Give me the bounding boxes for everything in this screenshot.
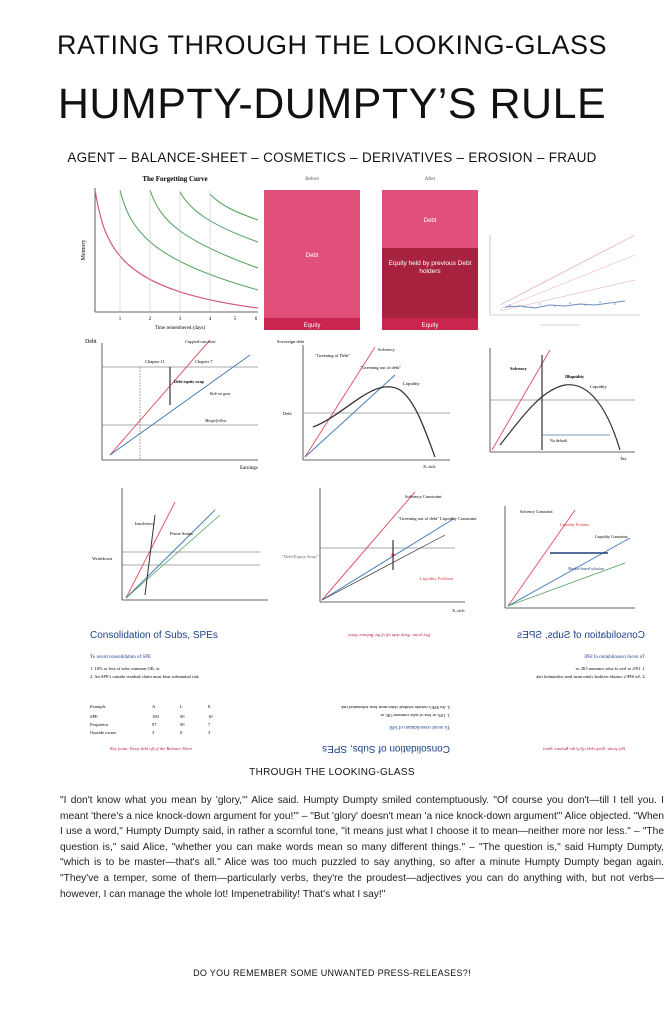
chart-e-label-problem: Liquidity Problem xyxy=(420,576,454,581)
balance-sheet-after xyxy=(380,172,480,332)
chart-a-label-swap: Debt-equity swap xyxy=(174,379,204,384)
market-solution-chart xyxy=(480,498,640,618)
mirror-key-right: Key point: Keep debt off of the Balance Sheet xyxy=(543,746,625,751)
svg-text:90: 90 xyxy=(180,714,185,719)
chart-e-label-xrich: X–rich xyxy=(452,608,465,613)
chart-e-label-greening: "Greening out of debt" xyxy=(398,516,440,521)
chart-b-label-xrich: X–rich xyxy=(423,464,436,469)
chart-b-label-debt: Debt xyxy=(283,411,292,416)
tick-1: 1 xyxy=(118,317,122,322)
solvency-illiquidity-chart xyxy=(470,340,640,465)
cover-title-main: HUMPTY-DUMPTY’S RULE xyxy=(57,80,607,128)
consolidation-block xyxy=(80,622,650,762)
chart-c-label-tax: Tax xyxy=(620,456,627,461)
chart-f-label-solvency: Solvency Constraint xyxy=(520,509,553,514)
section-title: THROUGH THE LOOKING-GLASS xyxy=(249,767,415,778)
forgetting-curve-ylabel: Memory xyxy=(81,239,87,261)
chart-c-label-solvency: Solvency xyxy=(510,366,528,371)
chart-a-label-bolt: Bolt-on gear xyxy=(210,391,231,396)
sovereign-debt-chart xyxy=(275,335,455,475)
svg-text:10: 10 xyxy=(208,714,213,719)
svg-text:SPE: SPE xyxy=(90,714,98,719)
cover-title-top: RATING THROUGH THE LOOKING-GLASS xyxy=(56,30,608,60)
svg-text:3: 3 xyxy=(152,730,155,735)
mirror-title-middle: Consolidation of Subs, SPEs xyxy=(322,743,450,754)
forgetting-curve-title: The Forgetting Curve xyxy=(142,175,208,183)
mirror-rule-2-middle: 2. An SPE's outside residual claim must bear substantial risk xyxy=(341,705,450,710)
table-header-a: A xyxy=(152,704,156,709)
equity-label-after: Equity xyxy=(421,323,439,329)
tick-2: 2 xyxy=(148,317,152,322)
footer-question: DO YOU REMEMBER SOME UNWANTED PRESS-RELEASES?! xyxy=(193,968,471,978)
table-row xyxy=(90,714,213,719)
svg-text:0: 0 xyxy=(180,730,183,735)
chart-c-label-liquidity: Liquidity xyxy=(590,384,607,389)
mirror-intro-middle: To avoid consolidation of SPE xyxy=(388,724,450,729)
consolidation-rule-2: 2. An SPE's outside residual claim must bear substantial risk xyxy=(90,674,199,679)
mirrored-consolidation-right xyxy=(517,630,645,751)
alice-quote: "I don't know what you mean by 'glory,'" Alice said. Humpty Dumpty smiled contemptuously. "Of course you don't—till I tell you. I meant 'there's a nice knock-down argument for you!'" – "But 'glory' doesn't mean 'a nice knock-down argument'" Alice objected. "When I use a word," Humpty Dumpty said, in rather a scornful tone, "it means just what I choose it to mean—neither more nor less." – "The question is," said Alice, "whether you can make words mean so many different things." – "The question is," said Humpty Dumpty, "which is to be master—that's all." Alice was too much puzzled to say anything, so after a minute Humpty Dumpty began again. "They've a temper, some of them—particularly verbs, they're the proudest—adjectives you can do anything with, but not verbs—however, I can manage the whole lot! Impenetrability! That's what I say!" xyxy=(60,795,664,900)
mirrored-consolidation-middle xyxy=(322,633,450,754)
chart-e-label-swap: "Debt/Equity Swap" xyxy=(282,554,319,559)
faint-scatter-chart xyxy=(480,225,645,335)
consolidation-rule-1: 1. 10% or less of subs common OIL or xyxy=(90,666,160,671)
cover-subtitle: AGENT – BALANCE-SHEET – COSMETICS – DERIVATIVES – EROSION – FRAUD xyxy=(67,150,597,165)
solvency-liquidity-constraint-chart xyxy=(280,480,477,615)
chart-b-ylabel: Sovereign debt xyxy=(277,339,305,344)
svg-text:7: 7 xyxy=(208,722,211,727)
equity-label-before: Equity xyxy=(303,323,321,329)
chart-b-label-solvency: Solvency xyxy=(378,347,395,352)
debt-label-after: Debt xyxy=(423,218,437,224)
tick-3: 3 xyxy=(178,317,182,322)
before-label: Before xyxy=(305,177,319,182)
chart-b-label-greening-out: "Greening out of debt" xyxy=(360,365,402,370)
forgetting-curve-xlabel: Time remembered (days) xyxy=(154,326,206,331)
mirror-title-right: Consolidation of Subs, SPEs xyxy=(517,630,645,641)
chart-c-label-nodefault: No default xyxy=(550,438,567,443)
debt-earnings-chart xyxy=(80,335,260,475)
svg-text:Proprietor: Proprietor xyxy=(90,722,109,727)
tick-6: 6 xyxy=(254,317,258,322)
chart-f-label-market: Market-based solution xyxy=(568,566,604,571)
chart-a-label-ch7: Chapter 7 xyxy=(195,359,213,364)
consolidation-intro: To avoid consolidation of SPE xyxy=(90,655,152,660)
consolidation-title: Consolidation of Subs, SPEs xyxy=(90,630,218,641)
chart-d-label-insolvency: Insolvency xyxy=(135,521,155,526)
mirror-key-middle: Key point: Keep debt off of the Balance Sheet xyxy=(348,633,430,638)
chart-f-label-problem: Liquidity Problem xyxy=(560,522,590,527)
chart-a-ylabel: Debt xyxy=(85,339,97,345)
tick-4: 4 xyxy=(208,317,212,322)
chart-b-label-liquidity: Liquidity xyxy=(403,381,420,386)
chart-d-label-writedown: Writedown xyxy=(92,556,113,561)
table-header-l: L xyxy=(180,704,183,709)
insolvency-chart xyxy=(90,480,270,615)
equity-prev-label: Equity held by previous Debt holders xyxy=(388,260,472,275)
svg-text:90: 90 xyxy=(180,722,185,727)
chart-f-label-liquidity: Liquidity Constraint xyxy=(595,534,628,539)
after-label: After xyxy=(424,177,436,182)
table-header-e: E xyxy=(208,704,211,709)
chart-a-label-ch11: Chapter 11 xyxy=(145,359,165,364)
forgetting-curve-figure xyxy=(80,170,260,330)
debt-label-before: Debt xyxy=(305,253,319,259)
chart-c-label-illiquidity: Illiquidity xyxy=(565,374,585,379)
balance-sheet-before xyxy=(262,172,362,332)
table-row xyxy=(90,730,211,735)
chart-d-label-prime: Prime Status xyxy=(170,531,193,536)
svg-text:100: 100 xyxy=(152,714,159,719)
mirror-rule-1-middle: 1. 10% or less of subs common OIL or xyxy=(380,713,450,718)
mirror-rule-2-right: 2. An SPE's outside residual claim must bear substantial risk xyxy=(536,674,645,679)
chart-a-label-merge: Merge/follow xyxy=(205,418,227,423)
svg-text:97: 97 xyxy=(152,722,157,727)
chart-e-label-solvency: Solvency Constraint xyxy=(405,494,442,499)
svg-text:Outside owner: Outside owner xyxy=(90,730,117,735)
tick-5: 5 xyxy=(233,317,237,322)
table-row xyxy=(90,722,211,727)
chart-a-xlabel: Earnings xyxy=(240,466,258,471)
mirror-rule-1-right: 1. 10% or less of subs common OIL or xyxy=(575,666,645,671)
chart-e-label-liquidity: Liquidity Constraint xyxy=(440,516,477,521)
chart-b-label-greening: "Greening of Debt" xyxy=(315,353,351,358)
chart-a-label-capped: Capped-out zone xyxy=(185,339,216,344)
mirror-intro-right: To avoid consolidation of SPE xyxy=(583,655,645,660)
table-header-example: Example xyxy=(90,704,106,709)
svg-text:3: 3 xyxy=(208,730,211,735)
consolidation-key-point: Key point: Keep debt off of the Balance Sheet xyxy=(110,746,192,751)
